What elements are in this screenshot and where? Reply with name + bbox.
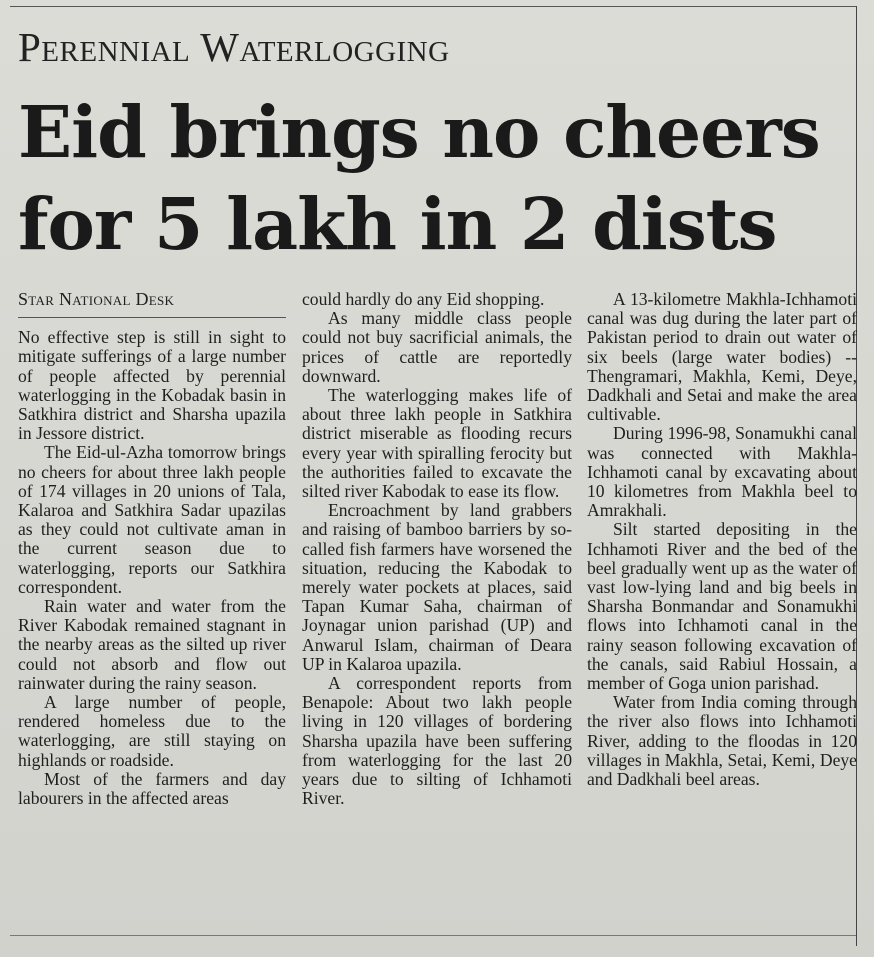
paragraph: As many middle class people could not buy sacrificial animals, the prices of cattle are reportedly downward.: [302, 308, 572, 386]
paragraph: The Eid-ul-Azha tomorrow brings no cheers for about three lakh people of 174 villages in 20 unions of Tala, Kalaroa and Satkhira Sadar upazilas as they could not cultivate aman in the current season due to waterlogging, reports our Satkhira correspondent.: [18, 442, 286, 597]
paragraph: No effective step is still in sight to mitigate sufferings of a large number of people affected by perennial waterlogging in the Kobadak basin in Satkhira district and Sharsha upazila in Jessore district.: [18, 327, 286, 444]
headline: [18, 86, 858, 270]
byline: Star National Desk: [18, 290, 286, 318]
paragraph: A large number of people, rendered homeless due to the waterlogging, are still staying on highlands or roadside.: [18, 692, 286, 770]
paragraph: During 1996-98, Sonamukhi canal was connected with Makhla-Ichhamoti canal by excavating about 10 kilometres from Makhla beel to Amrakhali.: [587, 423, 857, 521]
paragraph: Water from India coming through the river also flows into Ichhamoti River, adding to the floodas in 120 villages in Makhla, Setai, Kemi, Deye and Dadkhali beel areas.: [587, 692, 857, 790]
article-column-3: [587, 290, 857, 789]
kicker: Perennial Waterlogging: [18, 24, 450, 70]
top-rule: [10, 6, 856, 7]
paragraph: Most of the farmers and day labourers in the affected areas: [18, 768, 286, 809]
headline-line-1: Eid brings no cheers: [18, 90, 820, 174]
paragraph: A 13-kilometre Makhla-Ichhamoti canal was dug during the later part of Pakistan period to drain out water of six beels (large water bodies) -- Thengramari, Makhla, Kemi, Deye, Dadkhali and Setai and make the area cultivable.: [587, 289, 857, 425]
paragraph: Encroachment by land grabbers and raising of bamboo barriers by so-called fish farmers have worsened the situation, reducing the Kabodak to merely water pockets at places, said Tapan Kumar Saha, chairman of Joynagar union parishad (UP) and Anwarul Islam, chairman of Deara UP in Kalaroa upazila.: [302, 500, 572, 674]
article-column-2: [302, 290, 572, 808]
paragraph: Rain water and water from the River Kabodak remained stagnant in the nearby areas as the silted up river could not absorb and flow out rainwater during the rainy season.: [18, 596, 286, 693]
bottom-rule: [10, 935, 856, 936]
article-column-1: [18, 290, 286, 808]
paragraph: The waterlogging makes life of about three lakh people in Satkhira district miserable as flooding recurs every year with spiralling ferocity but the authorities failed to excavate the silted river Kabodak to ease its flow.: [302, 385, 572, 502]
headline-line-2: for 5 lakh in 2 dists: [18, 182, 777, 266]
paragraph: Silt started depositing in the Ichhamoti River and the bed of the beel gradually went up as the water of vast low-lying land and big beels in Sharsha Bonmandar and Sonamukhi flows into Ichhamoti canal in the rainy season following excavation of the canals, said Rabiul Hossain, a member of Goga union parishad.: [587, 519, 857, 694]
paragraph: A correspondent reports from Benapole: About two lakh people living in 120 villages of bordering Sharsha upazila have been suffering from waterlogging for the last 20 years due to silting of Ichhamoti River.: [302, 673, 572, 809]
paragraph: could hardly do any Eid shopping.: [302, 289, 545, 309]
